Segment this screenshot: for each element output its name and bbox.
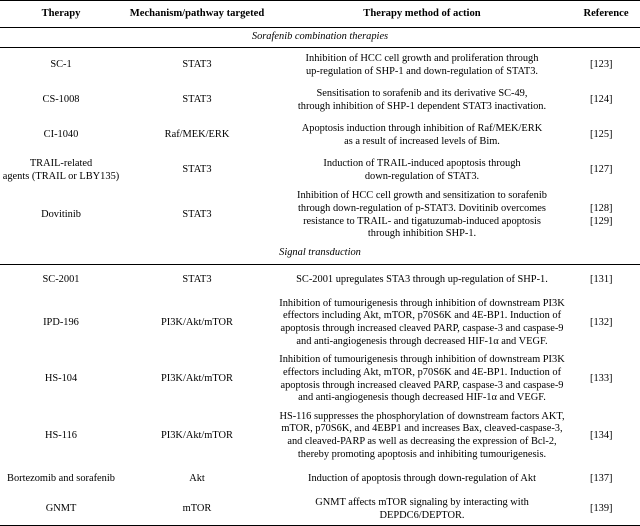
table-row xyxy=(0,408,640,464)
section-header-row xyxy=(0,243,640,265)
therapy-name: GNMT xyxy=(45,503,77,515)
reference-cell xyxy=(572,351,640,408)
method-line: resistance to TRAIL- and tigatuzumab-induced apoptosis xyxy=(303,215,541,227)
reference-citation: [139] xyxy=(590,503,613,515)
method-cell xyxy=(272,351,572,408)
method-line: Inhibition of HCC cell growth and sensitization to sorafenib xyxy=(297,190,547,202)
therapy-cell xyxy=(0,295,122,351)
mechanism-cell: STAT3 xyxy=(182,94,212,106)
method-line: down-regulation of STAT3. xyxy=(364,170,480,182)
method-line: and anti-angiogenesis though decreased HIF-1α and VEGF. xyxy=(298,392,546,404)
therapy-name: SC-1 xyxy=(50,59,72,71)
method-line: Inhibition of HCC cell growth and proliferation through xyxy=(305,52,539,64)
method-line: Induction of apoptosis through down-regulation of Akt xyxy=(308,472,536,484)
method-line: apoptosis through increased cleaved PARP, caspase-3 and caspase-9 xyxy=(280,323,564,334)
reference-cell xyxy=(572,408,640,464)
table-row xyxy=(0,464,640,494)
reference-citation: [124] xyxy=(590,94,613,106)
therapy-cell xyxy=(0,494,122,526)
method-line: and cleaved-PARP as well as decreasing the expression of Bcl-2, xyxy=(287,436,557,447)
mechanism-cell: STAT3 xyxy=(182,209,212,221)
reference-cell xyxy=(572,464,640,494)
reference-cell xyxy=(572,83,640,118)
mechanism-cell: PI3K/Akt/mTOR xyxy=(161,429,233,441)
method-line: and anti-angiogenesis through decreased HIF-1α and VEGF. xyxy=(296,335,548,347)
reference-citation: [123] xyxy=(590,59,613,71)
table-row xyxy=(0,188,640,243)
method-cell xyxy=(272,83,572,118)
table-row xyxy=(0,83,640,118)
therapy-cell xyxy=(0,153,122,188)
method-line: through inhibition SHP-1. xyxy=(367,228,477,240)
therapy-name: CI-1040 xyxy=(43,129,79,141)
reference-cell xyxy=(572,265,640,296)
method-cell xyxy=(272,118,572,153)
table-row xyxy=(0,265,640,296)
reference-cell xyxy=(572,153,640,188)
method-line: Inhibition of tumourigenesis through inhibition of downstream PI3K xyxy=(279,354,565,366)
method-line: effectors including Akt, mTOR, p70S6K and 4E-BP1. Induction of xyxy=(282,310,562,322)
therapy-name: Dovitinib xyxy=(41,209,81,221)
method-line: DEPDC6/DEPTOR. xyxy=(379,509,465,521)
reference-citation: [125] xyxy=(590,129,613,141)
therapy-name: TRAIL-related xyxy=(29,157,93,169)
mechanism-cell: Akt xyxy=(189,472,205,484)
method-cell xyxy=(272,48,572,84)
therapy-name: Bortezomib and sorafenib xyxy=(7,472,115,484)
method-cell xyxy=(272,265,572,296)
reference-citation: [131] xyxy=(590,273,613,285)
method-line: Sensitisation to sorafenib and its derivative SC-49, xyxy=(316,87,528,99)
mechanism-cell: PI3K/Akt/mTOR xyxy=(161,316,233,328)
therapy-cell xyxy=(0,188,122,243)
therapy-cell xyxy=(0,48,122,84)
therapy-name: IPD-196 xyxy=(43,316,79,328)
header-mechanism: Mechanism/pathway targeted xyxy=(122,1,272,28)
method-line: GNMT affects mTOR signaling by interacting with xyxy=(315,496,529,508)
method-cell xyxy=(272,494,572,526)
therapy-name: agents (TRAIL or LBY135) xyxy=(2,170,120,182)
therapy-cell xyxy=(0,118,122,153)
reference-citation: [133] xyxy=(590,373,613,385)
section-title: Signal transduction xyxy=(0,243,640,265)
therapy-name: HS-104 xyxy=(44,373,78,385)
table-row xyxy=(0,494,640,526)
method-line: up-regulation of SHP-1 and down-regulation of STAT3. xyxy=(305,65,539,77)
method-line: apoptosis through increased cleaved PARP, caspase-3 and caspase-9 xyxy=(280,379,564,391)
mechanism-cell: STAT3 xyxy=(182,59,212,71)
reference-citation: [128] xyxy=(590,202,613,214)
method-line: through down-regulation of p-STAT3. Dovitinib overcomes xyxy=(298,202,546,214)
method-line: SC-2001 upregulates STA3 through up-regulation of SHP-1. xyxy=(296,273,548,285)
therapy-cell xyxy=(0,408,122,464)
reference-citation: [134] xyxy=(590,429,613,441)
reference-cell xyxy=(572,494,640,526)
reference-cell xyxy=(572,188,640,243)
method-line: Induction of TRAIL-induced apoptosis through xyxy=(323,157,521,169)
method-cell xyxy=(272,295,572,351)
header-row xyxy=(0,1,640,28)
method-line: mTOR, p70S6K, and 4EBP1 and increases Bax, cleaved-caspase-3, xyxy=(281,423,563,435)
therapy-cell xyxy=(0,351,122,408)
table-row xyxy=(0,153,640,188)
therapy-name: HS-116 xyxy=(45,429,77,441)
reference-citation: [137] xyxy=(590,472,613,484)
method-cell xyxy=(272,153,572,188)
method-line: HS-116 suppresses the phosphorylation of downstream factors AKT, xyxy=(279,410,565,422)
section-title: Sorafenib combination therapies xyxy=(0,28,640,48)
table-body xyxy=(0,28,640,526)
mechanism-cell: Raf/MEK/ERK xyxy=(164,129,230,141)
table-row xyxy=(0,351,640,408)
header-reference: Reference xyxy=(572,1,640,28)
method-line: thereby promoting apoptosis and inhibiting tumourigenesis. xyxy=(297,448,547,460)
table-row xyxy=(0,118,640,153)
reference-citation: [132] xyxy=(590,316,613,328)
header-method: Therapy method of action xyxy=(272,1,572,28)
reference-citation: [129] xyxy=(590,215,613,227)
therapy-cell xyxy=(0,83,122,118)
table-row xyxy=(0,48,640,84)
method-line: Inhibition of tumourigenesis through inhibition of downstream PI3K xyxy=(279,297,565,309)
method-line: as a result of increased levels of Bim. xyxy=(344,135,500,147)
mechanism-cell: STAT3 xyxy=(182,164,212,176)
therapy-name: SC-2001 xyxy=(42,273,80,285)
reference-cell xyxy=(572,48,640,84)
section-header-row xyxy=(0,28,640,48)
reference-cell xyxy=(572,295,640,351)
mechanism-cell: mTOR xyxy=(122,494,272,526)
mechanism-cell: STAT3 xyxy=(182,273,212,285)
therapy-cell xyxy=(0,265,122,296)
table-row xyxy=(0,295,640,351)
therapy-name: CS-1008 xyxy=(42,94,80,106)
method-cell xyxy=(272,188,572,243)
method-cell xyxy=(272,408,572,464)
therapy-cell xyxy=(0,464,122,494)
method-line: Apoptosis induction through inhibition of Raf/MEK/ERK xyxy=(301,122,543,134)
header-therapy: Therapy xyxy=(0,1,122,28)
method-line: effectors including Akt, mTOR, p70S6K and 4E-BP1. Induction of xyxy=(282,366,562,378)
reference-cell xyxy=(572,118,640,153)
reference-citation: [127] xyxy=(590,164,613,176)
method-line: through inhibition of SHP-1 dependent STAT3 inactivation. xyxy=(297,100,547,112)
method-cell xyxy=(272,464,572,494)
mechanism-cell: PI3K/Akt/mTOR xyxy=(161,373,233,385)
